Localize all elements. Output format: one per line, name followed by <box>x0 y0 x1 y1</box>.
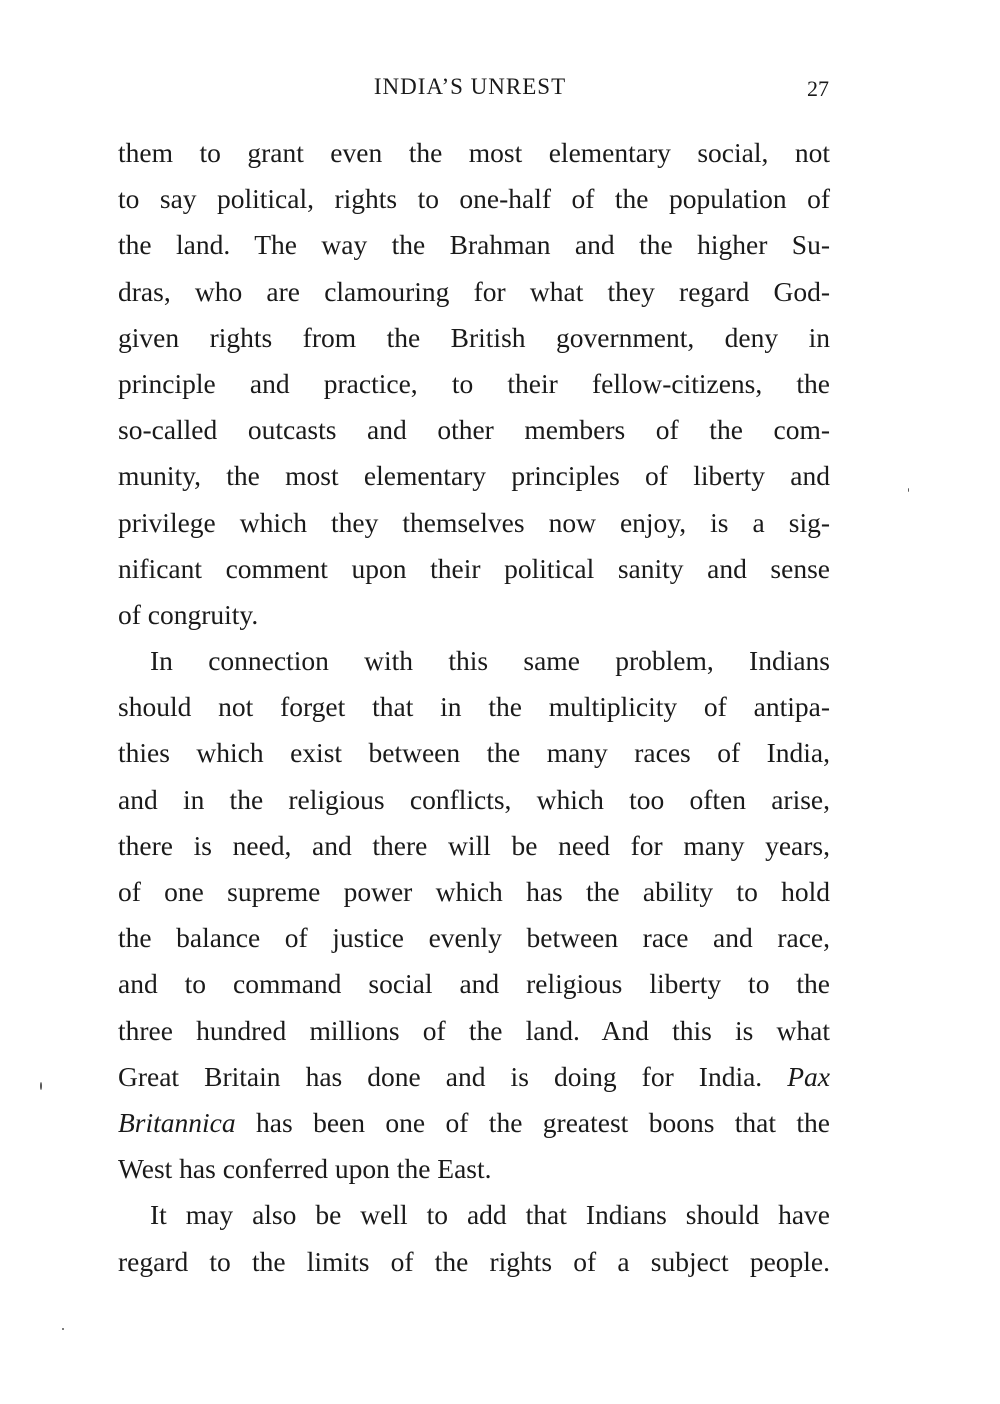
text-line-with-italic <box>118 1100 830 1146</box>
text-segment: Great Britain has done and is doing for India. <box>118 1060 763 1092</box>
text-line: munity, the most elementary principles of liberty and <box>118 460 830 492</box>
text-line: of one supreme power which has the ability to hold <box>118 876 830 907</box>
text-line: should not forget that in the multiplicity of antipa- <box>118 691 830 723</box>
text-line: It may also be well to add that Indians should have <box>150 1199 830 1231</box>
text-line: three hundred millions of the land. And this is what <box>118 1014 830 1046</box>
text-line: privilege which they themselves now enjoy, is a sig- <box>118 506 830 538</box>
text-line: In connection with this same problem, Indians <box>150 645 830 677</box>
page-number: 27 <box>807 76 829 101</box>
italic-phrase: Britannica <box>118 1106 236 1138</box>
text-line: the balance of justice evenly between race and race, <box>118 922 830 954</box>
text-line: so-called outcasts and other members of the com- <box>118 414 830 446</box>
text-segment: has been one of the greatest boons that the <box>256 1106 831 1138</box>
text-line: of congruity. <box>118 598 259 630</box>
text-line: regard to the limits of the rights of a subject people. <box>118 1245 830 1277</box>
scan-speck <box>62 1328 64 1330</box>
text-line: to say political, rights to one-half of the population of <box>118 183 830 215</box>
text-line: there is need, and there will be need for many years, <box>118 829 830 861</box>
scan-speck <box>908 488 909 492</box>
running-header <box>0 72 1000 104</box>
text-line: them to grant even the most elementary social, not <box>118 137 830 168</box>
italic-phrase: Pax <box>787 1060 830 1092</box>
text-line: dras, who are clamouring for what they regard God- <box>118 275 830 307</box>
text-line: West has conferred upon the East. <box>118 1153 492 1185</box>
text-line: nificant comment upon their political sanity and sense <box>118 552 830 584</box>
text-line: and in the religious conflicts, which too often arise, <box>118 783 830 815</box>
running-title: INDIA’S UNREST <box>373 74 567 99</box>
body-text <box>118 130 830 1285</box>
scan-speck <box>40 1082 42 1090</box>
text-line: the land. The way the Brahman and the higher Su- <box>118 229 830 261</box>
text-line: given rights from the British government, deny in <box>118 321 830 353</box>
text-line: principle and practice, to their fellow-citizens, the <box>118 367 830 399</box>
text-line: thies which exist between the many races of India, <box>118 737 830 769</box>
text-line: and to command social and religious liberty to the <box>118 968 830 1000</box>
text-line-with-italic <box>118 1054 830 1100</box>
